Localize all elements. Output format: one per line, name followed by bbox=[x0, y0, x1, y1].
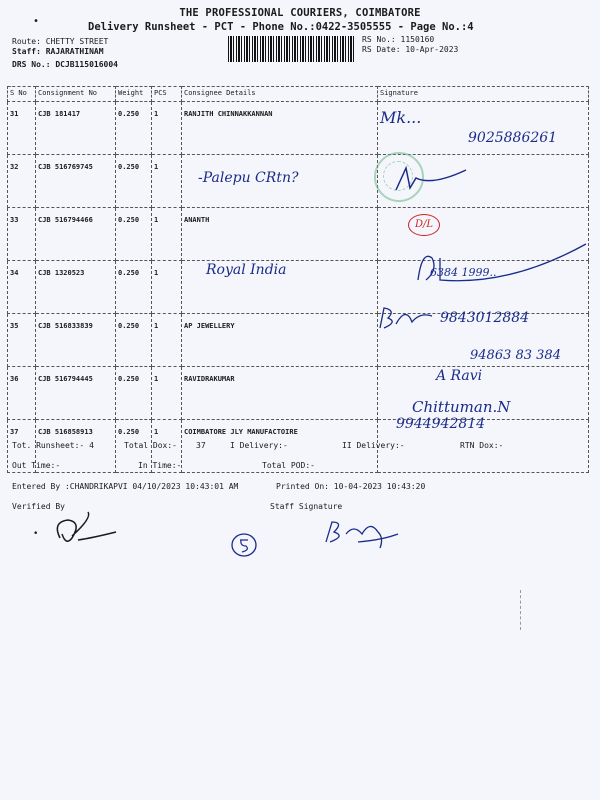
col-pcs: PCS bbox=[152, 87, 182, 102]
cell-sno: 36 bbox=[8, 367, 36, 420]
cell-sno: 35 bbox=[8, 314, 36, 367]
verified-by-label: Verified By bbox=[12, 502, 65, 511]
handwritten-signature-37: Chittuman.N bbox=[412, 398, 511, 416]
cell-consignment: CJB 181417 bbox=[36, 102, 116, 155]
cell-consignee: AP JEWELLERY bbox=[182, 314, 378, 367]
cell-sno: 33 bbox=[8, 208, 36, 261]
scan-mark: .. bbox=[9, 82, 17, 89]
cell-pcs: 1 bbox=[152, 208, 182, 261]
total-pod: Total POD:- bbox=[262, 461, 315, 470]
bullet-mark: • bbox=[33, 16, 40, 27]
handwritten-consignee-32: -Palepu CRtn? bbox=[198, 170, 299, 186]
out-time: Out Time:- bbox=[12, 461, 61, 470]
handwritten-consignee-34: Royal India bbox=[206, 262, 287, 278]
scan-line bbox=[520, 590, 521, 630]
circled-initial-scribble bbox=[228, 530, 264, 560]
cell-pcs: 1 bbox=[152, 367, 182, 420]
cell-pcs: 1 bbox=[152, 102, 182, 155]
handwritten-signature-36: A Ravi bbox=[436, 368, 483, 384]
col-consignee: Consignee Details bbox=[182, 87, 378, 102]
handwritten-phone-31: 9025886261 bbox=[468, 130, 558, 146]
cell-sno: 31 bbox=[8, 102, 36, 155]
drs-number: DRS No.: DCJB115016004 bbox=[12, 60, 118, 69]
cell-consignment: CJB 516833839 bbox=[36, 314, 116, 367]
col-weight: Weight bbox=[116, 87, 152, 102]
cell-weight: 0.250 bbox=[116, 208, 152, 261]
handwritten-phone-37: 9944942814 bbox=[396, 416, 486, 432]
cell-consignee: ANANTH bbox=[182, 208, 378, 261]
signature-scribble-35 bbox=[376, 302, 436, 332]
total-dox-value: 37 bbox=[196, 441, 206, 450]
cell-sno: 34 bbox=[8, 261, 36, 314]
staff-label: Staff: RAJARATHINAM bbox=[12, 47, 104, 56]
cell-weight: 0.250 bbox=[116, 155, 152, 208]
signature-scribble-32 bbox=[392, 160, 472, 200]
cell-weight: 0.250 bbox=[116, 367, 152, 420]
cell-consignment: CJB 516858913 bbox=[36, 420, 116, 473]
cell-weight: 0.250 bbox=[116, 102, 152, 155]
dl-circle-mark: D/L bbox=[408, 214, 440, 236]
cell-pcs: 1 bbox=[152, 155, 182, 208]
cell-consignment: CJB 516794466 bbox=[36, 208, 116, 261]
document-subtitle: Delivery Runsheet - PCT - Phone No.:0422-3505555 - Page No.:4 bbox=[88, 21, 474, 33]
bullet-mark: • bbox=[33, 529, 39, 539]
cell-weight: 0.250 bbox=[116, 261, 152, 314]
handwritten-signature-31: Mk... bbox=[380, 108, 422, 127]
signature-scribble-34 bbox=[410, 240, 590, 290]
col-signature: Signature bbox=[378, 87, 589, 102]
cell-pcs: 1 bbox=[152, 420, 182, 473]
handwritten-phone-35: 9843012884 bbox=[440, 310, 530, 326]
handwritten-phone-34: 6384 1999.. bbox=[430, 266, 497, 279]
cell-consignee: COIMBATORE JLY MANUFACTOIRE bbox=[182, 420, 378, 473]
cell-weight: 0.250 bbox=[116, 420, 152, 473]
rtn-dox: RTN Dox:- bbox=[460, 441, 504, 450]
verifier-signature-scribble bbox=[52, 508, 122, 553]
in-time: In Time:- bbox=[138, 461, 182, 470]
cell-sno: 32 bbox=[8, 155, 36, 208]
cell-pcs: 1 bbox=[152, 314, 182, 367]
cell-consignee: RANJITH CHINNAKKANNAN bbox=[182, 102, 378, 155]
cell-weight: 0.250 bbox=[116, 314, 152, 367]
cell-sno: 37 bbox=[8, 420, 36, 473]
cell-consignment: CJB 1320523 bbox=[36, 261, 116, 314]
col-sno: S No bbox=[8, 87, 36, 102]
route-label: Route: CHETTY STREET bbox=[12, 37, 109, 46]
ii-delivery: II Delivery:- bbox=[342, 441, 405, 450]
cell-pcs: 1 bbox=[152, 261, 182, 314]
total-runsheet: Tot. Runsheet:- 4 bbox=[12, 441, 94, 450]
entered-by: Entered By :CHANDRIKAPVI 04/10/2023 10:43:01 AM bbox=[12, 482, 239, 491]
cell-consignee: RAVIDRAKUMAR bbox=[182, 367, 378, 420]
table-row bbox=[8, 102, 589, 155]
rs-date: RS Date: 10-Apr-2023 bbox=[362, 45, 459, 54]
barcode-image bbox=[228, 36, 356, 62]
cell-consignment: CJB 516794445 bbox=[36, 367, 116, 420]
col-consignment: Consignment No bbox=[36, 87, 116, 102]
printed-on: Printed On: 10-04-2023 10:43:20 bbox=[276, 482, 426, 491]
staff-signature-label: Staff Signature bbox=[270, 502, 343, 511]
table-header-row bbox=[8, 87, 589, 102]
cell-consignment: CJB 516769745 bbox=[36, 155, 116, 208]
staff-signature-scribble bbox=[322, 512, 402, 552]
handwritten-phone-36: 94863 83 384 bbox=[470, 348, 561, 363]
i-delivery: I Delivery:- bbox=[230, 441, 288, 450]
document-title: THE PROFESSIONAL COURIERS, COIMBATORE bbox=[179, 7, 421, 19]
rs-number: RS No.: 1150160 bbox=[362, 35, 435, 44]
total-dox-label: Total Dox:- bbox=[124, 441, 177, 450]
